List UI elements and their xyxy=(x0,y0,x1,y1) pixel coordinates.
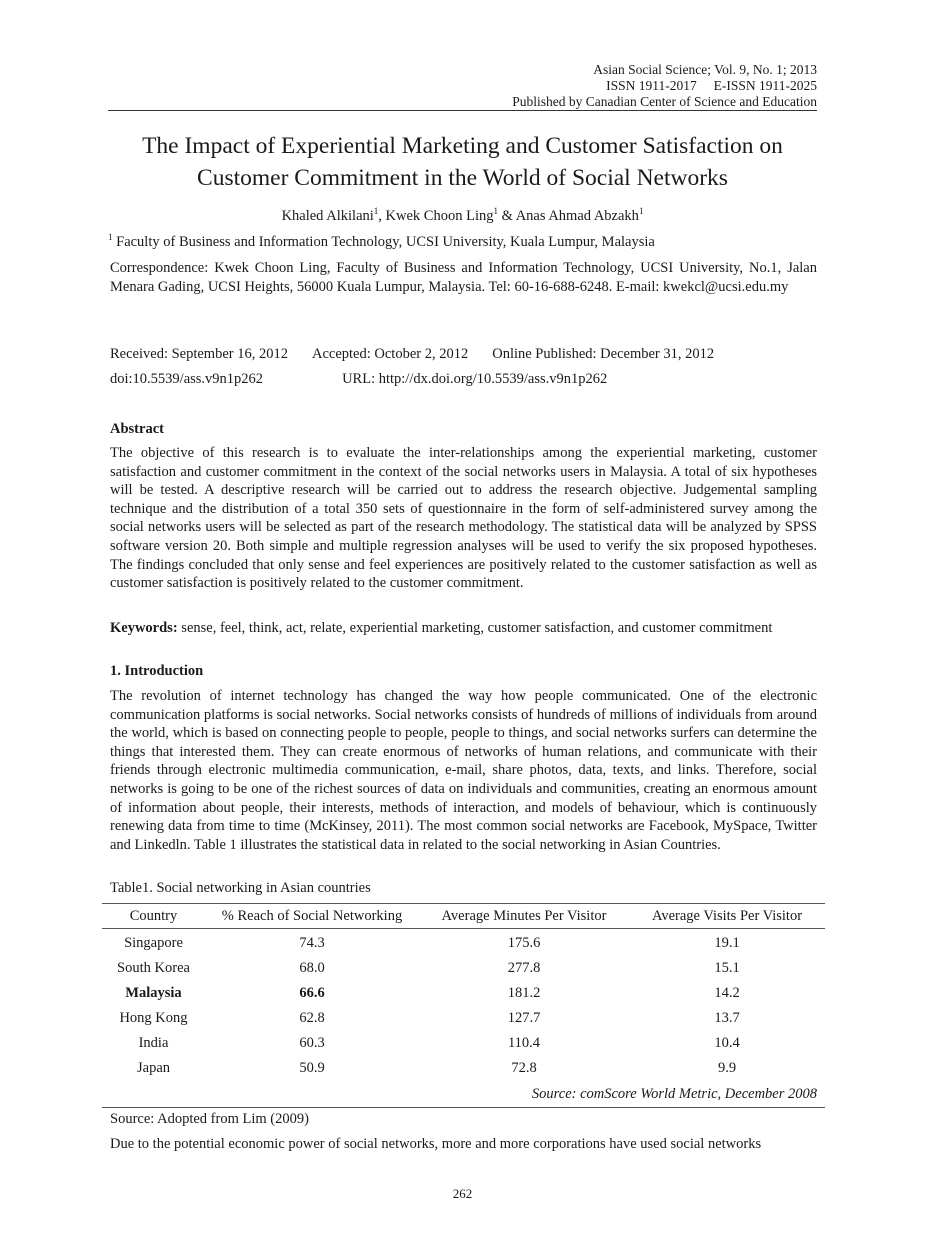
cell-visits: 15.1 xyxy=(714,960,740,976)
cell-reach: 66.6 xyxy=(299,985,325,1001)
page-number: 262 xyxy=(452,1186,473,1201)
social-networking-table xyxy=(102,903,825,1108)
table-header-row xyxy=(102,904,825,929)
publication-dates xyxy=(110,345,817,364)
journal-header xyxy=(512,62,817,110)
author-affiliation-mark: 1 xyxy=(638,206,644,217)
table-source-row xyxy=(102,1081,825,1108)
adopted-source: Source: Adopted from Lim (2009) xyxy=(110,1111,309,1127)
cell-visits: 13.7 xyxy=(714,1010,740,1026)
cell-visits: 10.4 xyxy=(714,1035,740,1051)
cell-minutes: 127.7 xyxy=(507,1010,541,1026)
published-date: Online Published: December 31, 2012 xyxy=(492,346,715,362)
table-row xyxy=(102,1056,825,1081)
author-separator: & xyxy=(497,208,516,224)
cell-visits: 14.2 xyxy=(714,985,740,1001)
table-caption: Table1. Social networking in Asian countries xyxy=(110,880,371,896)
keywords-label: Keywords: xyxy=(110,620,178,636)
cell-country: Singapore xyxy=(124,935,183,951)
table-row xyxy=(102,929,825,957)
author-list xyxy=(108,207,817,225)
cell-country: India xyxy=(138,1035,169,1051)
correspondence: Correspondence: Kwek Choon Ling, Faculty of Business and Information Technology, UCSI University, No.1, Jalan Menara Gading, UCSI Heights, 56000 Kuala Lumpur, Malaysia. Tel: 60-16-688-6248. E-mail: kwekcl@ucsi.edu.my xyxy=(110,260,817,295)
author-separator: , xyxy=(378,208,386,224)
author-affiliation-mark: 1 xyxy=(373,206,379,217)
cell-minutes: 110.4 xyxy=(507,1035,541,1051)
cell-minutes: 72.8 xyxy=(511,1060,537,1076)
keywords-text: sense, feel, think, act, relate, experiential marketing, customer satisfaction, and customer commitment xyxy=(177,620,773,636)
abstract-text: The objective of this research is to evaluate the inter-relationships among the experiential marketing, customer satisfaction and customer commitment in the context of the social networks users in Malaysia. A total of six hypotheses will be tested. A descriptive research will be carried out to address the research objective. Judgemental sampling technique and the distribution of a total 350 sets of questionnaire in the form of self-administered survey among the social networks users will be selected as part of the research methodology. The statistical data will be analyzed by SPSS software version 20. Both simple and multiple regression analyses will be used to verify the six proposed hypotheses. The findings concluded that only sense and feel experiences are positively related to the customer satisfaction as well as customer satisfaction is positively related to the customer commitment. xyxy=(110,445,817,592)
section-heading: 1. Introduction xyxy=(110,663,204,679)
body-text-continuation: Due to the potential economic power of social networks, more and more corporations have used social networks xyxy=(110,1136,762,1152)
table-source: Source: comScore World Metric, December 2008 xyxy=(102,1081,825,1108)
cell-reach: 50.9 xyxy=(299,1060,325,1076)
header-rule xyxy=(108,110,817,111)
keywords xyxy=(110,619,817,638)
cell-reach: 62.8 xyxy=(299,1010,325,1026)
author-name: Kwek Choon Ling xyxy=(385,208,494,224)
doi: doi:10.5539/ass.v9n1p262 xyxy=(110,371,264,387)
journal-issn: ISSN 1911-2017 E-ISSN 1911-2025 xyxy=(606,78,817,93)
author-affiliation-mark: 1 xyxy=(493,206,498,217)
table-row xyxy=(102,1031,825,1056)
cell-visits: 19.1 xyxy=(714,935,740,951)
cell-country: Hong Kong xyxy=(119,1010,188,1026)
cell-country: Malaysia xyxy=(125,985,182,1001)
journal-publisher: Published by Canadian Center of Science and Education xyxy=(512,94,817,109)
paper-title: The Impact of Experiential Marketing and Customer Satisfaction on Customer Commitment in the World of Social Networks xyxy=(142,133,783,191)
cell-reach: 60.3 xyxy=(299,1035,325,1051)
cell-country: South Korea xyxy=(117,960,190,976)
author-name: Anas Ahmad Abzakh xyxy=(515,208,639,224)
author-name: Khaled Alkilani xyxy=(281,208,374,224)
column-header: Average Visits Per Visitor xyxy=(629,904,825,929)
affiliation-text: Faculty of Business and Information Technology, UCSI University, Kuala Lumpur, Malaysia xyxy=(112,234,655,250)
cell-reach: 74.3 xyxy=(299,935,325,951)
introduction-text: The revolution of internet technology has changed the way how people communicated. One of the electronic communication platforms is social networks. Social networks consists of hundreds of millions of individuals from around the world, which is based on connecting people to people, people to things, and social networks surfers can determine the things that interested them. They can create enormous of networks of human relations, and communicate with their friends through electronic multimedia communication, e-mail, share photos, data, texts, and links. Therefore, social networks is going to be one of the richest sources of data on individuals and communities, creating an enormous amount of information about people, their interests, methods of interaction, and models of behaviour, which is continuously renewing data from time to time (McKinsey, 2011). The most common social networks are Facebook, MySpace, Twitter and Linkedln. Table 1 illustrates the statistical data in related to the social networking in Asian Countries. xyxy=(110,688,817,853)
table-row xyxy=(102,1006,825,1031)
column-header: Country xyxy=(102,904,205,929)
journal-citation: Asian Social Science; Vol. 9, No. 1; 2013 xyxy=(593,62,817,77)
cell-visits: 9.9 xyxy=(717,1060,737,1076)
column-header: Average Minutes Per Visitor xyxy=(419,904,629,929)
doi-url-link[interactable]: URL: http://dx.doi.org/10.5539/ass.v9n1p262 xyxy=(342,371,608,387)
cell-minutes: 181.2 xyxy=(507,985,541,1001)
cell-country: Japan xyxy=(136,1060,170,1076)
table-row xyxy=(102,956,825,981)
column-header: % Reach of Social Networking xyxy=(205,904,419,929)
received-date: Received: September 16, 2012 xyxy=(110,346,288,362)
affiliation xyxy=(108,233,815,252)
cell-minutes: 277.8 xyxy=(507,960,541,976)
table-row-highlighted xyxy=(102,981,825,1006)
accepted-date: Accepted: October 2, 2012 xyxy=(311,346,469,362)
cell-minutes: 175.6 xyxy=(507,935,541,951)
doi-line xyxy=(110,370,817,389)
cell-reach: 68.0 xyxy=(299,960,325,976)
affiliation-mark: 1 xyxy=(108,232,113,243)
abstract-heading: Abstract xyxy=(110,421,164,437)
